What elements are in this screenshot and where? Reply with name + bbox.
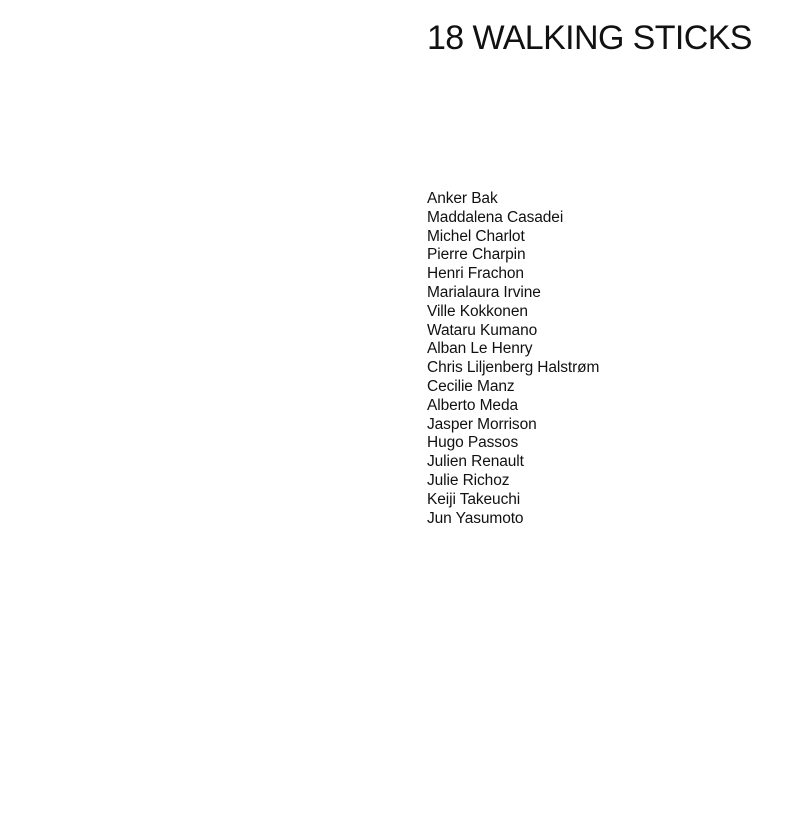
page-title: 18 WALKING STICKS [427,19,752,57]
list-item: Cecilie Manz [427,377,515,395]
list-item: Ville Kokkonen [427,302,528,320]
list-item: Julie Richoz [427,471,510,489]
list-item: Keiji Takeuchi [427,490,521,508]
list-item: Hugo Passos [427,434,519,452]
list-item: Maddalena Casadei [427,208,564,226]
list-item: Jun Yasumoto [427,509,524,527]
list-item: Pierre Charpin [427,246,526,264]
list-item: Michel Charlot [427,227,525,245]
list-item: Marialaura Irvine [427,283,541,301]
list-item: Chris Liljenberg Halstrøm [427,359,600,377]
list-item: Wataru Kumano [427,321,538,339]
list-item: Julien Renault [427,453,524,471]
designer-list [427,190,599,528]
list-item: Alberto Meda [427,396,518,414]
list-item: Anker Bak [427,190,498,207]
list-item: Jasper Morrison [427,415,537,433]
list-item: Henri Frachon [427,265,524,283]
list-item: Alban Le Henry [427,340,533,358]
